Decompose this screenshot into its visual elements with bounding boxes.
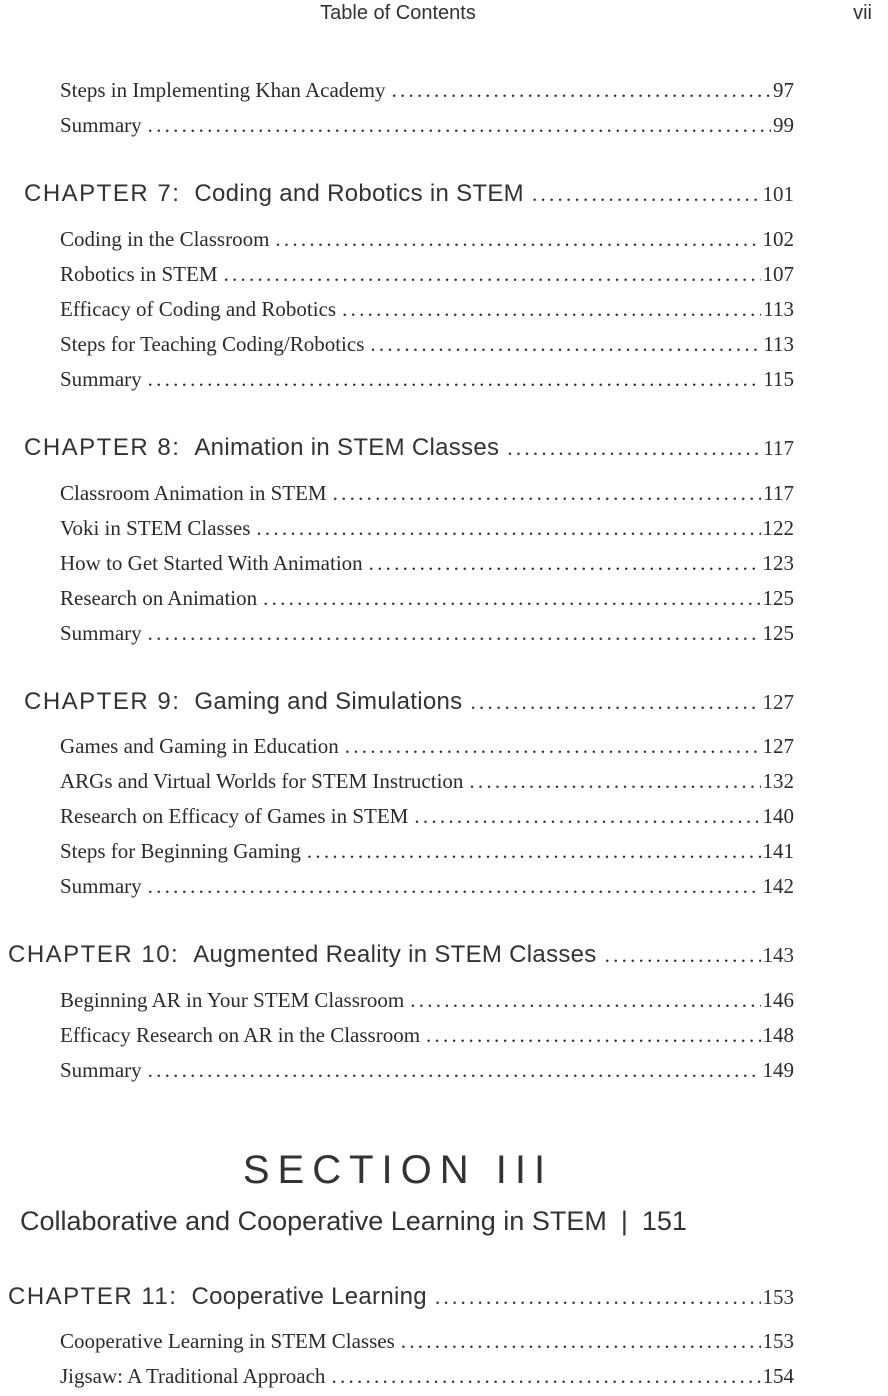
dot-leader [333, 481, 762, 506]
dot-leader [370, 332, 761, 357]
entry-title: Robotics in STEM [60, 262, 218, 286]
toc-entry[interactable] [60, 839, 794, 869]
toc-entry[interactable] [60, 1058, 794, 1088]
entry-page: 132 [762, 769, 794, 793]
toc-entry[interactable] [60, 516, 794, 546]
toc-entry[interactable] [60, 874, 794, 904]
toc-entry[interactable] [60, 621, 794, 651]
dot-leader [426, 1023, 760, 1048]
toc-entry[interactable] [60, 804, 794, 834]
dot-leader [435, 1285, 761, 1310]
chapter-heading-9[interactable] [24, 688, 794, 722]
chapter-label: CHAPTER 10: [8, 941, 180, 968]
chapter-label: CHAPTER 11: [8, 1283, 178, 1310]
dot-leader [307, 839, 761, 864]
entry-title: Voki in STEM Classes [60, 516, 251, 540]
toc-entry[interactable] [60, 481, 794, 511]
entry-page: 97 [773, 78, 794, 102]
toc-entry[interactable] [60, 332, 794, 362]
entry-page: 125 [762, 586, 794, 610]
toc-entry[interactable] [60, 769, 794, 799]
chapter-title: Animation in STEM Classes [194, 434, 500, 461]
dot-leader [369, 551, 761, 576]
entry-title: Jigsaw: A Traditional Approach [60, 1364, 326, 1388]
entry-title: Games and Gaming in Education [60, 734, 339, 758]
chapter-label: CHAPTER 8: [24, 434, 181, 461]
entry-title: Classroom Animation in STEM [60, 481, 327, 505]
entry-title: Beginning AR in Your STEM Classroom [60, 988, 405, 1012]
chapter-heading-11[interactable] [8, 1283, 794, 1317]
toc-entry[interactable] [60, 1364, 794, 1394]
entry-title: Summary [60, 113, 142, 137]
entry-title: Steps for Beginning Gaming [60, 839, 301, 863]
toc-entry[interactable] [60, 586, 794, 616]
dot-leader [605, 943, 761, 968]
dot-leader [256, 516, 760, 541]
chapter-heading-10[interactable] [8, 941, 794, 975]
entry-title: Summary [60, 621, 142, 645]
entry-page: 127 [762, 734, 794, 758]
chapter-label: CHAPTER 7: [24, 180, 181, 207]
dot-leader [470, 690, 760, 715]
entry-page: 148 [762, 1023, 794, 1047]
entry-page: 154 [762, 1364, 794, 1388]
toc-entry[interactable] [60, 1329, 794, 1359]
entry-page: 125 [762, 621, 794, 645]
chapter-title: Coding and Robotics in STEM [194, 180, 524, 207]
entry-page: 115 [763, 367, 794, 391]
running-title: Table of Contents [320, 2, 476, 24]
entry-page: 123 [762, 551, 794, 575]
entry-title: Efficacy Research on AR in the Classroom [60, 1023, 421, 1047]
entry-title: Efficacy of Coding and Robotics [60, 297, 337, 321]
entry-page: 141 [762, 839, 794, 863]
chapter-title: Gaming and Simulations [194, 688, 463, 715]
toc-entry[interactable] [60, 78, 794, 108]
entry-page: 142 [762, 874, 794, 898]
toc-entry[interactable] [60, 734, 794, 764]
dot-leader [331, 1364, 760, 1389]
entry-page: 107 [762, 262, 794, 286]
dot-leader [148, 367, 762, 392]
chapter-title: Augmented Reality in STEM Classes [193, 941, 597, 968]
toc-entry[interactable] [60, 551, 794, 581]
chapter-page: 143 [762, 943, 794, 967]
section-heading: SECTION III [242, 1148, 554, 1192]
entry-title: ARGs and Virtual Worlds for STEM Instruction [60, 769, 464, 793]
chapter-page: 117 [763, 436, 794, 460]
dot-leader [148, 113, 771, 138]
entry-page: 149 [762, 1058, 794, 1082]
dot-leader [391, 78, 771, 103]
section-subtitle[interactable] [20, 1206, 780, 1237]
toc-entry[interactable] [60, 988, 794, 1018]
dot-leader [507, 436, 761, 461]
toc-entry[interactable] [60, 1023, 794, 1053]
dot-leader [148, 874, 761, 899]
dot-leader [148, 1058, 761, 1083]
chapter-heading-7[interactable] [24, 180, 794, 214]
entry-title: Summary [60, 874, 142, 898]
dot-leader [342, 297, 761, 322]
entry-page: 113 [763, 297, 794, 321]
entry-title: Summary [60, 367, 142, 391]
entry-page: 117 [763, 481, 794, 505]
chapter-heading-8[interactable] [24, 434, 794, 468]
chapter-page: 153 [762, 1285, 794, 1309]
entry-page: 113 [763, 332, 794, 356]
toc-entry[interactable] [60, 227, 794, 257]
toc-entry[interactable] [60, 367, 794, 397]
entry-title: How to Get Started With Animation [60, 551, 363, 575]
section-title: Collaborative and Cooperative Learning in STEM [20, 1206, 607, 1236]
section-page: 151 [641, 1206, 687, 1236]
dot-leader [532, 182, 761, 207]
entry-title: Steps for Teaching Coding/Robotics [60, 332, 365, 356]
dot-leader [469, 769, 760, 794]
entry-page: 102 [762, 227, 794, 251]
entry-title: Summary [60, 1058, 142, 1082]
dot-leader [401, 1329, 761, 1354]
entry-title: Coding in the Classroom [60, 227, 270, 251]
dot-leader [414, 804, 760, 829]
dot-leader [224, 262, 761, 287]
toc-entry[interactable] [60, 113, 794, 143]
entry-page: 99 [773, 113, 794, 137]
entry-page: 122 [762, 516, 794, 540]
entry-page: 146 [762, 988, 794, 1012]
chapter-page: 127 [762, 690, 794, 714]
toc-entry[interactable] [60, 262, 794, 292]
chapter-label: CHAPTER 9: [24, 688, 181, 715]
entry-page: 140 [762, 804, 794, 828]
entry-title: Research on Animation [60, 586, 258, 610]
entry-title: Steps in Implementing Khan Academy [60, 78, 386, 102]
dot-leader [275, 227, 760, 252]
toc-entry[interactable] [60, 297, 794, 327]
chapter-title: Cooperative Learning [191, 1283, 427, 1310]
dot-leader [148, 621, 761, 646]
dot-leader [263, 586, 760, 611]
chapter-page: 101 [762, 182, 794, 206]
entry-page: 153 [762, 1329, 794, 1353]
page-number: vii [853, 2, 872, 24]
dot-leader [345, 734, 761, 759]
section-separator: | [620, 1206, 628, 1236]
entry-title: Research on Efficacy of Games in STEM [60, 804, 409, 828]
dot-leader [410, 988, 760, 1013]
entry-title: Cooperative Learning in STEM Classes [60, 1329, 395, 1353]
